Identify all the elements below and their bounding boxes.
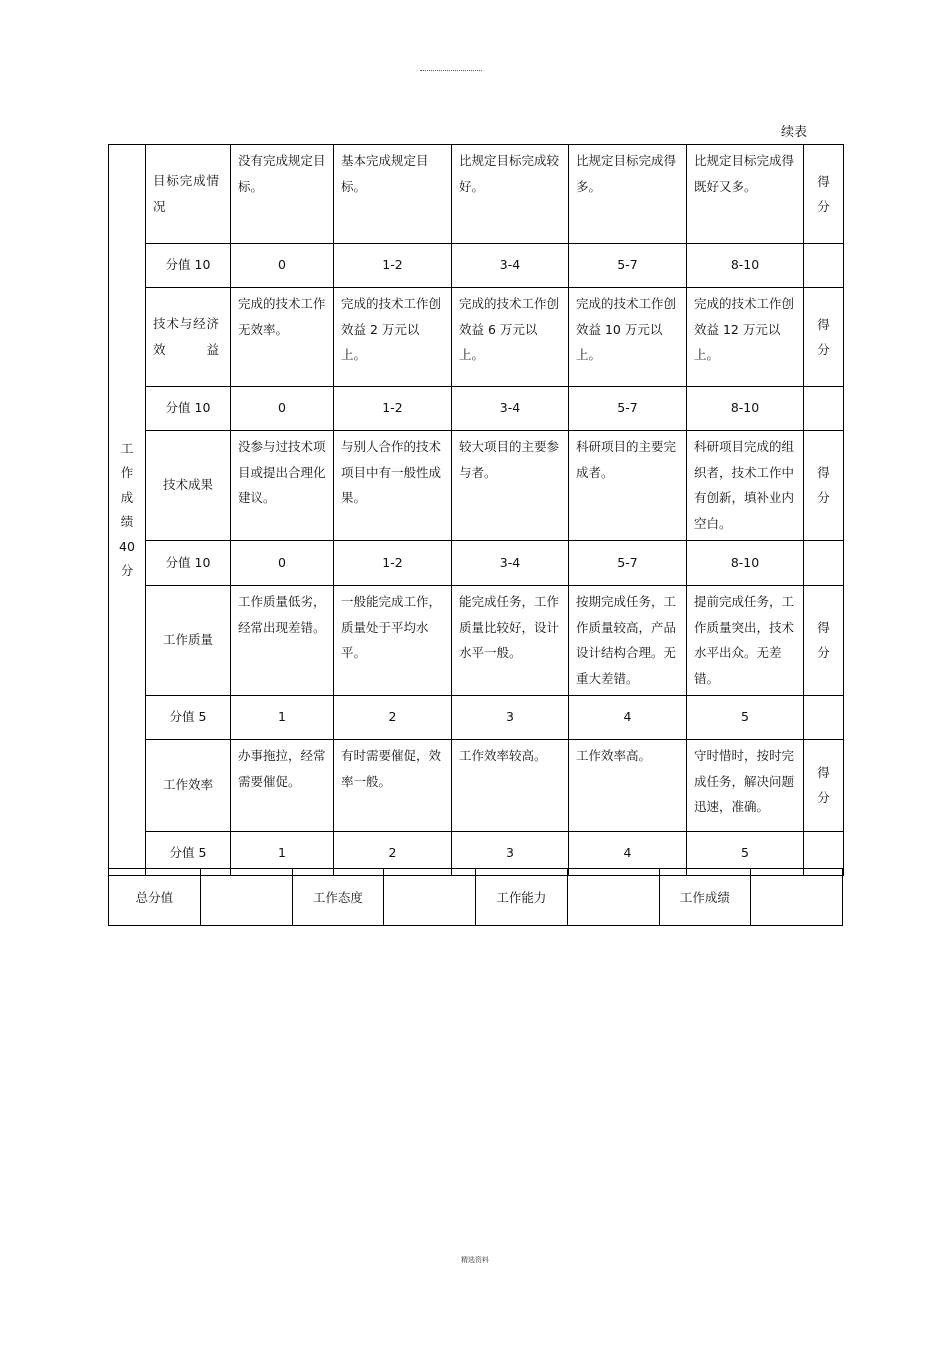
description-cell: 科研项目的主要完成者。: [569, 431, 687, 541]
criterion-label-cell: [146, 145, 231, 244]
score-value: 8-10: [687, 541, 804, 586]
table-row: [109, 288, 844, 387]
score-value: 5: [687, 832, 804, 876]
table-row: [109, 586, 844, 696]
description-cell: 比规定目标完成得多。: [569, 145, 687, 244]
score-entry-cell[interactable]: [804, 586, 844, 696]
score-value: 1-2: [334, 244, 452, 288]
score-value: 3: [452, 832, 569, 876]
section-label-cell: [109, 145, 146, 876]
continued-label: 续表: [781, 125, 808, 140]
score-column-label: 得分: [817, 620, 830, 661]
performance-score-field[interactable]: [751, 869, 843, 926]
description-cell: 与别人合作的技术项目中有一般性成果。: [334, 431, 452, 541]
summary-table: [108, 868, 843, 926]
attitude-label: 工作态度: [292, 869, 384, 926]
table-row: [109, 696, 844, 740]
description-cell: 完成的技术工作创效益 2 万元以上。: [334, 288, 452, 387]
description-cell: 比规定目标完成较好。: [452, 145, 569, 244]
description-cell: 提前完成任务，工作质量突出，技术水平出众。无差错。: [687, 586, 804, 696]
section-label: 工作成绩40分: [119, 440, 135, 578]
criterion-label: 目标完成情况: [153, 173, 219, 214]
ability-label: 工作能力: [476, 869, 568, 926]
score-entry-cell[interactable]: [804, 244, 844, 288]
score-entry-cell[interactable]: [804, 541, 844, 586]
description-cell: 完成的技术工作创效益 6 万元以上。: [452, 288, 569, 387]
score-value: 4: [569, 832, 687, 876]
score-value: 0: [231, 541, 334, 586]
description-cell: 办事拖拉，经常需要催促。: [231, 740, 334, 832]
score-value: 5: [687, 696, 804, 740]
criterion-label: 工作质量: [146, 586, 231, 696]
table-row: [109, 431, 844, 541]
description-cell: 科研项目完成的组织者，技术工作中有创新，填补业内空白。: [687, 431, 804, 541]
score-column-label: 得分: [817, 173, 830, 214]
score-value: 1-2: [334, 387, 452, 431]
table-row: [109, 740, 844, 832]
score-column-label: 得分: [817, 316, 830, 357]
score-value: 1: [231, 832, 334, 876]
ability-score-field[interactable]: [567, 869, 659, 926]
criterion-label: 工作效率: [146, 740, 231, 832]
score-value: 8-10: [687, 244, 804, 288]
table-row: [109, 244, 844, 288]
description-cell: 工作质量低劣，经常出现差错。: [231, 586, 334, 696]
score-entry-cell[interactable]: [804, 740, 844, 832]
score-value: 5-7: [569, 541, 687, 586]
score-value: 3-4: [452, 244, 569, 288]
evaluation-table: [108, 144, 844, 876]
description-cell: 一般能完成工作，质量处于平均水平。: [334, 586, 452, 696]
description-cell: 有时需要催促，效率一般。: [334, 740, 452, 832]
score-label: 分值 10: [146, 387, 231, 431]
total-score-field[interactable]: [200, 869, 292, 926]
score-value: 3-4: [452, 387, 569, 431]
table-row: [109, 387, 844, 431]
description-cell: 较大项目的主要参与者。: [452, 431, 569, 541]
table-row: [109, 145, 844, 244]
description-cell: 工作效率较高。: [452, 740, 569, 832]
score-label: 分值 10: [146, 541, 231, 586]
score-value: 2: [334, 832, 452, 876]
description-cell: 完成的技术工作无效率。: [231, 288, 334, 387]
total-score-label: 总分值: [109, 869, 201, 926]
score-entry-cell[interactable]: [804, 696, 844, 740]
criterion-label-cell: [146, 288, 231, 387]
description-cell: 基本完成规定目标。: [334, 145, 452, 244]
description-cell: 能完成任务，工作质量比较好，设计水平一般。: [452, 586, 569, 696]
footer-text: 精选资料: [461, 1256, 489, 1264]
score-entry-cell[interactable]: [804, 387, 844, 431]
table-row: [109, 541, 844, 586]
criterion-label: 技术与经济效益: [153, 316, 219, 357]
score-value: 4: [569, 696, 687, 740]
description-cell: 没有完成规定目标。: [231, 145, 334, 244]
score-label: 分值 5: [146, 696, 231, 740]
description-cell: 完成的技术工作创效益 10 万元以上。: [569, 288, 687, 387]
score-value: 1: [231, 696, 334, 740]
description-cell: 守时惜时，按时完成任务，解决问题迅速，准确。: [687, 740, 804, 832]
score-label: 分值 5: [146, 832, 231, 876]
performance-label: 工作成绩: [659, 869, 751, 926]
score-entry-cell[interactable]: [804, 145, 844, 244]
score-entry-cell[interactable]: [804, 288, 844, 387]
score-value: 1-2: [334, 541, 452, 586]
score-value: 0: [231, 387, 334, 431]
attitude-score-field[interactable]: [384, 869, 476, 926]
score-label: 分值 10: [146, 244, 231, 288]
score-value: 3: [452, 696, 569, 740]
score-value: 3-4: [452, 541, 569, 586]
score-entry-cell[interactable]: [804, 431, 844, 541]
description-cell: 按期完成任务，工作质量较高，产品设计结构合理。无重大差错。: [569, 586, 687, 696]
description-cell: 比规定目标完成得既好又多。: [687, 145, 804, 244]
score-value: 5-7: [569, 387, 687, 431]
description-cell: 完成的技术工作创效益 12 万元以上。: [687, 288, 804, 387]
score-value: 5-7: [569, 244, 687, 288]
description-cell: 工作效率高。: [569, 740, 687, 832]
summary-row: [109, 869, 843, 926]
score-column-label: 得分: [817, 765, 830, 806]
score-value: 8-10: [687, 387, 804, 431]
score-value: 2: [334, 696, 452, 740]
description-cell: 没参与过技术项目或提出合理化建议。: [231, 431, 334, 541]
score-column-label: 得分: [817, 465, 830, 506]
header-rule: [420, 70, 482, 71]
criterion-label: 技术成果: [146, 431, 231, 541]
score-value: 0: [231, 244, 334, 288]
